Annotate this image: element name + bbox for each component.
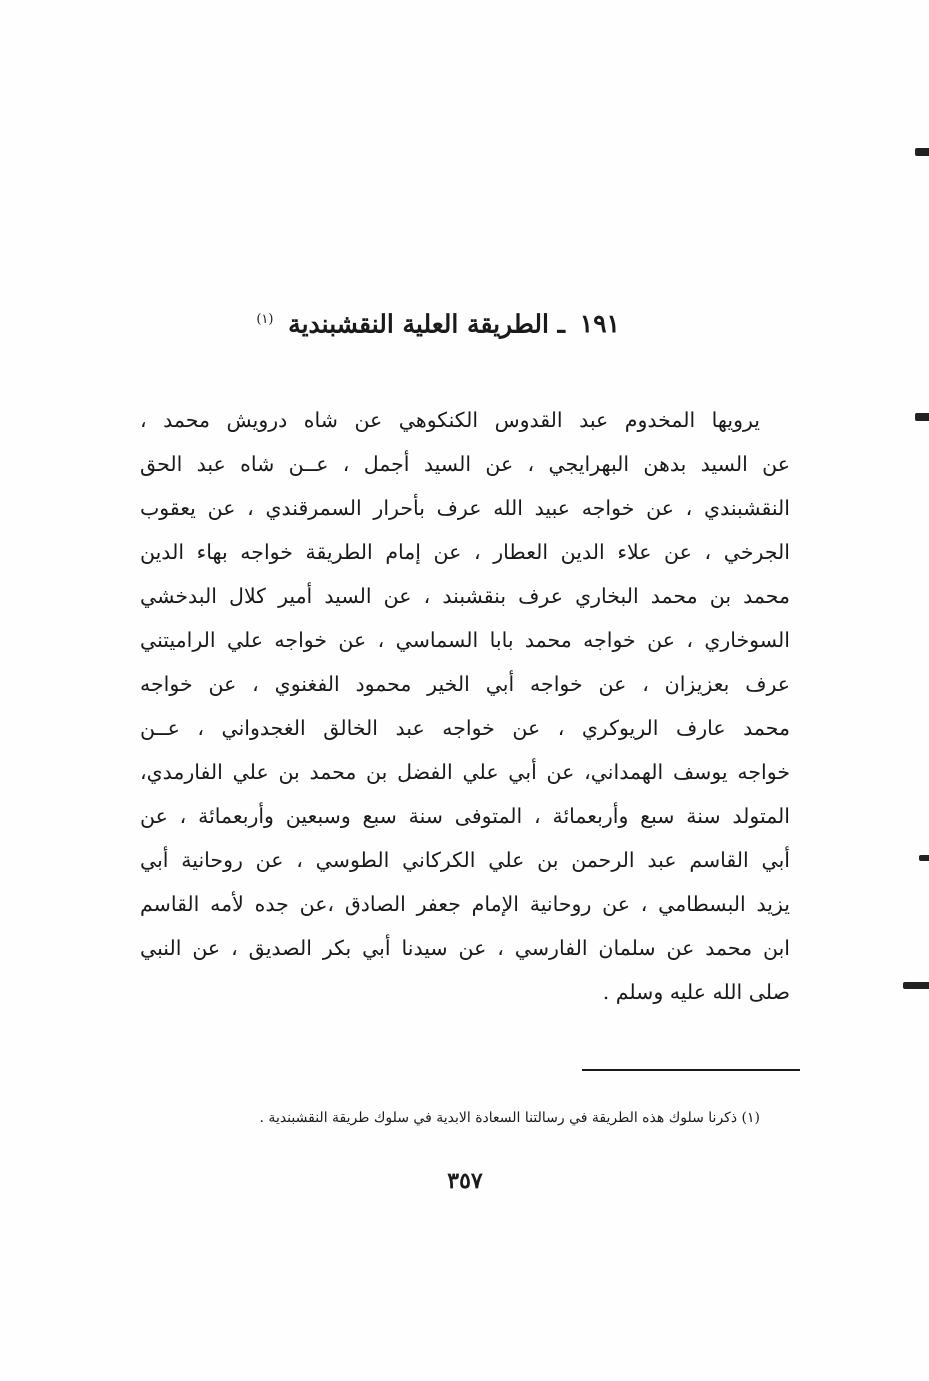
body-line: الجرخي ، عن علاء الدين العطار ، عن إمام الطريقة خواجه بهاء الدين <box>140 540 790 564</box>
footnote-reference: (١) <box>256 312 274 327</box>
edge-mark <box>903 982 929 989</box>
section-heading <box>140 300 620 344</box>
body-line: السوخاري ، عن خواجه محمد بابا السماسي ، عن خواجه علي الراميتني <box>140 628 790 652</box>
body-line: عرف بعزيزان ، عن خواجه أبي الخير محمود الفغنوي ، عن خواجه <box>140 672 790 696</box>
body-line: عن السيد بدهن البهرايجي ، عن السيد أجمل ، عــن شاه عبد الحق <box>140 452 790 476</box>
body-line: المتولد سنة سبع وأربعمائة ، المتوفى سنة سبع وسبعين وأربعمائة ، عن <box>140 804 790 828</box>
edge-mark <box>915 148 929 156</box>
footnote: (١) ذكرنا سلوك هذه الطريقة في رسالتنا السعادة الابدية في سلوك طريقة النقشبندية . <box>259 1110 760 1126</box>
body-line: أبي القاسم عبد الرحمن بن علي الكركاني الطوسي ، عن روحانية أبي <box>140 848 790 872</box>
edge-mark <box>919 855 929 861</box>
body-line: محمد عارف الريوكري ، عن خواجه عبد الخالق الغجدواني ، عــن <box>140 716 790 740</box>
page-number: ٣٥٧ <box>447 1168 483 1194</box>
body-line: ابن محمد عن سلمان الفارسي ، عن سيدنا أبي بكر الصديق ، عن النبي <box>140 936 790 960</box>
body-paragraph <box>140 398 790 1014</box>
body-line: خواجه يوسف الهمداني، عن أبي علي الفضل بن محمد بن علي الفارمدي، <box>140 760 790 784</box>
body-line: النقشبندي ، عن خواجه عبيد الله عرف بأحرار السمرقندي ، عن يعقوب <box>140 496 790 520</box>
section-title: الطريقة العلية النقشبندية <box>288 309 549 339</box>
section-number: ١٩١ <box>579 309 620 339</box>
body-line: محمد بن محمد البخاري عرف بنقشبند ، عن السيد أمير كلال البدخشي <box>140 584 790 608</box>
body-line: يزيد البسطامي ، عن روحانية الإمام جعفر الصادق ،عن جده لأمه القاسم <box>140 892 790 916</box>
section-dash: ـ <box>557 309 565 339</box>
footnote-separator <box>582 1069 800 1071</box>
edge-mark <box>915 413 929 421</box>
body-line: صلى الله عليه وسلم . <box>602 980 790 1004</box>
body-line: يرويها المخدوم عبد القدوس الكنكوهي عن شاه درويش محمد ، <box>140 408 760 432</box>
